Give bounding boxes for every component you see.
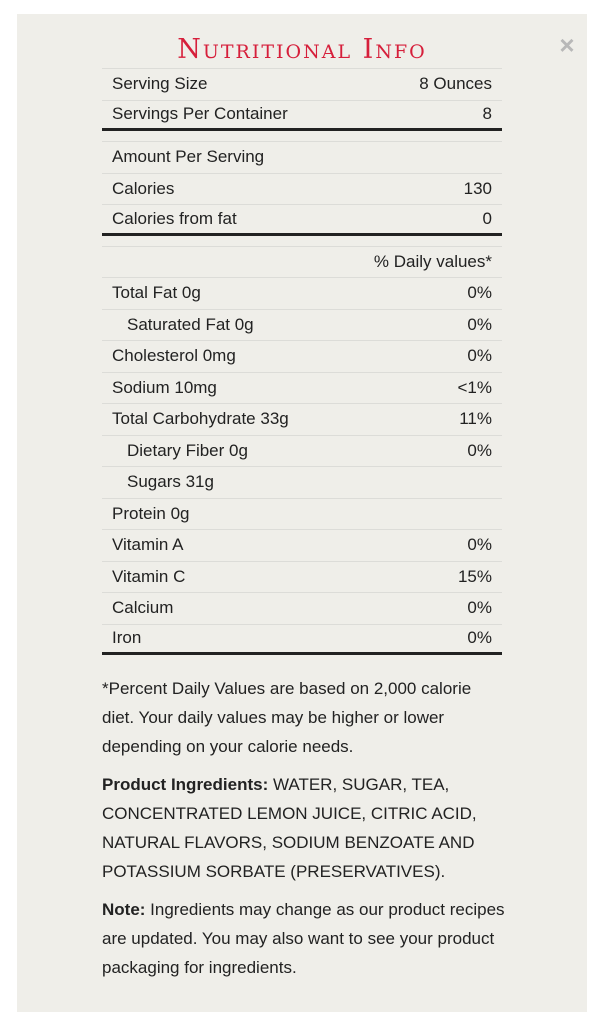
nutrition-modal bbox=[17, 14, 587, 1012]
nutrient-label: Protein 0g bbox=[112, 503, 190, 523]
nutrient-label: Total Carbohydrate 33g bbox=[112, 409, 289, 429]
nutrient-value: 0% bbox=[467, 346, 492, 366]
nutrient-row bbox=[102, 561, 502, 593]
amount-per-serving-label: Amount Per Serving bbox=[112, 147, 265, 167]
calories-value: 130 bbox=[463, 178, 492, 198]
serving-size-label: Serving Size bbox=[112, 74, 208, 94]
amount-per-serving-row bbox=[102, 141, 502, 173]
servings-per-container-label: Servings Per Container bbox=[112, 104, 288, 124]
ingredients-label: Product Ingredients: bbox=[102, 775, 269, 794]
nutrient-label: Dietary Fiber 0g bbox=[127, 440, 248, 460]
nutrient-value: 0% bbox=[467, 535, 492, 555]
modal-title: Nutritional Info bbox=[177, 34, 427, 65]
nutrient-label: Cholesterol 0mg bbox=[112, 346, 236, 366]
nutrient-row bbox=[102, 529, 502, 561]
nutrient-value: 0% bbox=[467, 283, 492, 303]
nutrient-value: <1% bbox=[457, 377, 492, 397]
daily-values-footnote: *Percent Daily Values are based on 2,000 calorie diet. Your daily values may be higher or lower depending on your calorie needs. bbox=[102, 679, 472, 756]
note-text: Ingredients may change as our product recipes are updated. You may also want to see your product packaging for ingredients. bbox=[102, 900, 505, 977]
nutrient-value: 0% bbox=[467, 314, 492, 334]
nutrient-label: Total Fat 0g bbox=[112, 283, 201, 303]
calories-label: Calories bbox=[112, 178, 175, 198]
nutrient-row bbox=[102, 466, 502, 498]
nutrient-label: Vitamin C bbox=[112, 566, 186, 586]
nutrient-label: Vitamin A bbox=[112, 535, 184, 555]
servings-per-container-value: 8 bbox=[482, 104, 492, 124]
calories-from-fat-value: 0 bbox=[482, 208, 492, 228]
nutrient-row bbox=[102, 277, 502, 309]
nutrient-row bbox=[102, 435, 502, 467]
calories-from-fat-label: Calories from fat bbox=[112, 208, 237, 228]
close-icon[interactable]: × bbox=[559, 30, 575, 60]
nutrient-value: 0% bbox=[467, 598, 492, 618]
calories-row bbox=[102, 173, 502, 205]
nutrient-row bbox=[102, 309, 502, 341]
daily-values-header: % Daily values* bbox=[373, 251, 492, 271]
nutrition-table bbox=[102, 68, 502, 655]
nutrient-row bbox=[102, 403, 502, 435]
nutrient-row bbox=[102, 372, 502, 404]
nutrient-label: Saturated Fat 0g bbox=[127, 314, 254, 334]
notes-section bbox=[102, 674, 507, 991]
serving-size-value: 8 Ounces bbox=[419, 74, 492, 94]
nutrient-row bbox=[102, 498, 502, 530]
nutrient-label: Iron bbox=[112, 628, 142, 648]
note-label: Note: bbox=[102, 900, 146, 919]
nutrient-row bbox=[102, 624, 502, 656]
nutrient-row bbox=[102, 592, 502, 624]
nutrient-row bbox=[102, 340, 502, 372]
daily-values-header-row bbox=[102, 246, 502, 278]
ingredients-paragraph bbox=[102, 770, 507, 886]
nutrient-label: Calcium bbox=[112, 598, 174, 618]
note-paragraph bbox=[102, 895, 507, 982]
nutrient-label: Sodium 10mg bbox=[112, 377, 217, 397]
nutrient-value: 0% bbox=[467, 440, 492, 460]
nutrient-value: 11% bbox=[459, 409, 492, 429]
serving-size-row bbox=[102, 68, 502, 100]
ingredients-text: WATER, SUGAR, TEA, CONCENTRATED LEMON JUICE, CITRIC ACID, NATURAL FLAVORS, SODIUM BENZOATE AND POTASSIUM SORBATE (PRESERVATIVES). bbox=[102, 775, 477, 881]
servings-per-container-row bbox=[102, 100, 502, 132]
nutrient-value: 15% bbox=[457, 566, 492, 586]
nutrient-label: Sugars 31g bbox=[127, 472, 214, 492]
calories-from-fat-row bbox=[102, 204, 502, 236]
nutrient-value: 0% bbox=[467, 628, 492, 648]
